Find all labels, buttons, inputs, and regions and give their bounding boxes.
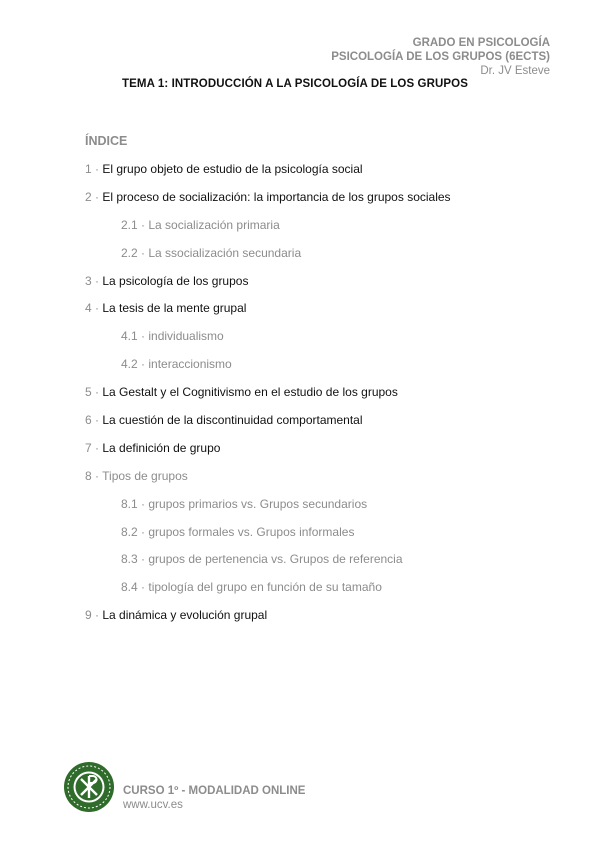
toc-item-8-2[interactable]: [85, 523, 555, 551]
toc-item-8-4[interactable]: [85, 578, 555, 606]
footer-url-link[interactable]: www.ucv.es: [123, 799, 183, 811]
toc-number: 8.1 ·: [121, 496, 146, 511]
toc-item-8-3[interactable]: [85, 550, 555, 578]
author-name: Dr. JV Esteve: [480, 65, 550, 77]
toc-title: interaccionismo: [148, 357, 232, 372]
course-name: PSICOLOGÍA DE LOS GRUPOS (6ECTS): [331, 51, 550, 63]
toc-item-7[interactable]: [85, 439, 555, 467]
toc-title: La dinámica y evolución grupal: [102, 608, 268, 623]
toc-item-2-1[interactable]: [85, 216, 555, 244]
toc-item-5[interactable]: [85, 383, 555, 411]
toc-title: La cuestión de la discontinuidad comportamental: [102, 413, 363, 428]
toc-title: La ssocialización secundaria: [148, 245, 302, 260]
toc-number: 5 ·: [85, 385, 100, 400]
toc-title: El grupo objeto de estudio de la psicología social: [102, 162, 363, 176]
index-heading: ÍNDICE: [85, 134, 128, 148]
toc-title: tipología del grupo en función de su tamaño: [148, 580, 382, 595]
toc-title: grupos de pertenencia vs. Grupos de referencia: [148, 552, 403, 567]
toc-number: 8 ·: [85, 468, 100, 483]
toc-title: La definición de grupo: [102, 440, 221, 455]
degree-name: GRADO EN PSICOLOGÍA: [412, 37, 550, 49]
toc-number: 3 ·: [85, 273, 100, 288]
toc-title: La tesis de la mente grupal: [102, 301, 247, 316]
toc-item-2[interactable]: [85, 188, 555, 216]
university-seal-icon: [63, 761, 115, 813]
toc-item-4[interactable]: [85, 299, 555, 327]
page-footer: [123, 785, 305, 811]
footer-course: CURSO 1º - MODALIDAD ONLINE: [123, 785, 306, 797]
toc-number: 4.1 ·: [121, 329, 146, 344]
toc-number: 7 ·: [85, 440, 100, 455]
toc-title: La Gestalt y el Cognitivismo en el estudio de los grupos: [102, 385, 398, 400]
toc-item-4-1[interactable]: [85, 327, 555, 355]
toc-title: grupos formales vs. Grupos informales: [148, 524, 355, 539]
toc-number: 4.2 ·: [121, 357, 146, 372]
toc-number: 8.4 ·: [121, 580, 146, 595]
document-header: [331, 36, 550, 78]
toc-number: 8.3 ·: [121, 552, 146, 567]
toc-title: grupos primarios vs. Grupos secundarios: [148, 496, 368, 511]
toc-item-4-2[interactable]: [85, 355, 555, 383]
toc-number: 8.2 ·: [121, 524, 146, 539]
toc-number: 6 ·: [85, 413, 100, 428]
toc-title: individualismo: [148, 329, 224, 344]
toc-item-8-1[interactable]: [85, 495, 555, 523]
toc-title: El proceso de socialización: la importancia de los grupos sociales: [102, 189, 451, 204]
toc-number: 2 ·: [85, 189, 100, 204]
toc-number: 2.1 ·: [121, 217, 146, 232]
toc-item-6[interactable]: [85, 411, 555, 439]
toc-title: La socialización primaria: [148, 217, 280, 232]
toc-item-8[interactable]: [85, 467, 555, 495]
toc-item-2-2[interactable]: [85, 244, 555, 272]
toc-title: Tipos de grupos: [102, 468, 188, 483]
toc-title: La psicología de los grupos: [102, 273, 249, 288]
table-of-contents: [85, 160, 555, 634]
toc-item-9[interactable]: [85, 606, 555, 634]
toc-number: 9 ·: [85, 608, 100, 623]
toc-item-1[interactable]: [85, 160, 555, 188]
toc-number: 4 ·: [85, 301, 100, 316]
page-title: TEMA 1: INTRODUCCIÓN A LA PSICOLOGÍA DE LOS GRUPOS: [122, 78, 468, 90]
toc-number: 1 ·: [85, 162, 100, 176]
toc-item-3[interactable]: [85, 272, 555, 300]
toc-number: 2.2 ·: [121, 245, 146, 260]
